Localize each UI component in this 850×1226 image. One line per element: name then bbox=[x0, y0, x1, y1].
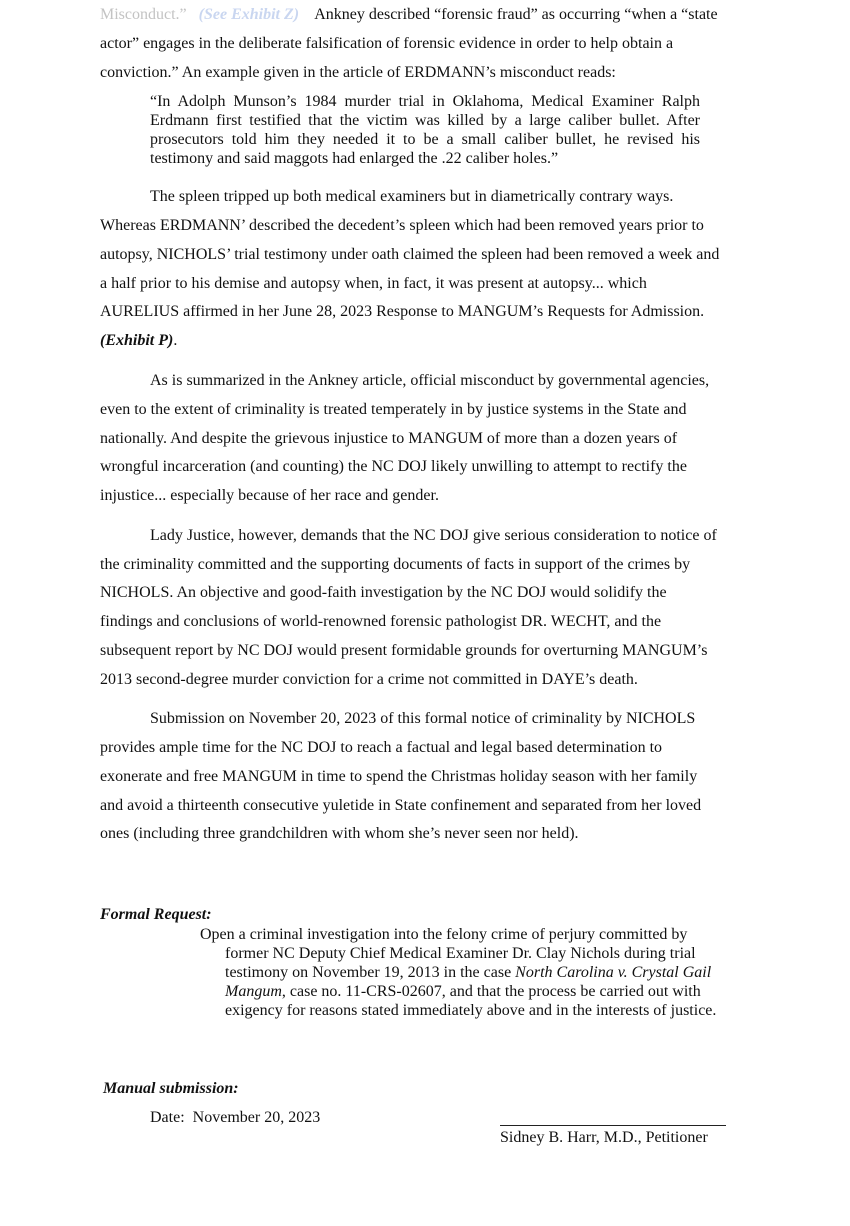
paragraph-line: findings and conclusions of world-renowned forensic pathologist DR. WECHT, and the bbox=[100, 613, 662, 630]
request-text: , case no. 11-CRS-02607, and that the process be carried out with bbox=[281, 983, 701, 1000]
quote-line: Erdmann first testified that the victim was killed by a large caliber bullet. After bbox=[150, 112, 700, 129]
paragraph-line: even to the extent of criminality is treated temperately in by justice systems in the State and bbox=[100, 401, 687, 418]
exhibit-p-line bbox=[100, 331, 177, 351]
case-name: Mangum bbox=[225, 983, 282, 1000]
request-line bbox=[225, 982, 701, 1001]
intro-line-1 bbox=[100, 5, 718, 25]
paragraph-line: exonerate and free MANGUM in time to spend the Christmas holiday season with her family bbox=[100, 768, 698, 785]
faded-text: Misconduct.” bbox=[100, 6, 187, 23]
signature-name: Sidney B. Harr, M.D., Petitioner bbox=[500, 1129, 708, 1146]
paragraph-line: NICHOLS. An objective and good-faith investigation by the NC DOJ would solidify the bbox=[100, 584, 667, 601]
paragraph-line: a half prior to his demise and autopsy when, in fact, it was present at autopsy... which bbox=[100, 275, 647, 292]
date-value: November 20, 2023 bbox=[192, 1109, 321, 1126]
paragraph-line: autopsy, NICHOLS’ trial testimony under oath claimed the spleen had been removed a week and bbox=[100, 246, 720, 263]
intro-line-3: conviction.” An example given in the article of ERDMANN’s misconduct reads: bbox=[100, 64, 616, 81]
date-line bbox=[150, 1108, 320, 1127]
paragraph-line: Whereas ERDMANN’ described the decedent’s spleen which had been removed years prior to bbox=[100, 217, 704, 234]
manual-submission-heading: Manual submission: bbox=[103, 1080, 239, 1097]
request-line: former NC Deputy Chief Medical Examiner Dr. Clay Nichols during trial bbox=[225, 945, 696, 962]
case-name: North Carolina v. Crystal Gail bbox=[515, 964, 712, 981]
request-line bbox=[225, 963, 711, 982]
request-line: Open a criminal investigation into the felony crime of perjury committed by bbox=[200, 926, 688, 943]
paragraph-line: injustice... especially because of her race and gender. bbox=[100, 487, 439, 504]
signature-line bbox=[500, 1125, 726, 1126]
paragraph-line: 2013 second-degree murder conviction for a crime not committed in DAYE’s death. bbox=[100, 671, 638, 688]
paragraph-line: The spleen tripped up both medical examiners but in diametrically contrary ways. bbox=[150, 188, 674, 205]
paragraph-line: the criminality committed and the supporting documents of facts in support of the crimes by bbox=[100, 556, 691, 573]
paragraph-line: ones (including three grandchildren with whom she’s never seen nor held). bbox=[100, 825, 579, 842]
request-text: testimony on November 19, 2013 in the case bbox=[225, 964, 516, 981]
intro-line-1-rest: Ankney described “forensic fraud” as occurring “when a “state bbox=[314, 6, 718, 23]
quote-line: “In Adolph Munson’s 1984 murder trial in Oklahoma, Medical Examiner Ralph bbox=[150, 93, 700, 110]
paragraph-line: AURELIUS affirmed in her June 28, 2023 Response to MANGUM’s Requests for Admission. bbox=[100, 303, 705, 320]
exhibit-z-link[interactable]: (See Exhibit Z) bbox=[198, 6, 300, 23]
paragraph-line: Lady Justice, however, demands that the NC DOJ give serious consideration to notice of bbox=[150, 527, 717, 544]
paragraph-line: provides ample time for the NC DOJ to reach a factual and legal based determination to bbox=[100, 739, 663, 756]
paragraph-line: As is summarized in the Ankney article, official misconduct by governmental agencies, bbox=[150, 372, 710, 389]
request-line: exigency for reasons stated immediately above and in the interests of justice. bbox=[225, 1002, 717, 1019]
paragraph-line: wrongful incarceration (and counting) the NC DOJ likely unwilling to attempt to rectify the bbox=[100, 458, 687, 475]
quote-line: testimony and said maggots had enlarged the .22 caliber holes.” bbox=[150, 150, 559, 167]
exhibit-p-reference: (Exhibit P) bbox=[100, 332, 174, 349]
paragraph-line: subsequent report by NC DOJ would present formidable grounds for overturning MANGUM’s bbox=[100, 642, 708, 659]
paragraph-line: and avoid a thirteenth consecutive yuletide in State confinement and separated from her loved bbox=[100, 797, 702, 814]
paragraph-line: Submission on November 20, 2023 of this formal notice of criminality by NICHOLS bbox=[150, 710, 696, 727]
intro-line-2: actor” engages in the deliberate falsification of forensic evidence in order to help obtain a bbox=[100, 35, 674, 52]
date-label: Date: bbox=[150, 1109, 185, 1126]
formal-request-heading: Formal Request: bbox=[100, 906, 212, 923]
paragraph-line: nationally. And despite the grievous injustice to MANGUM of more than a dozen years of bbox=[100, 430, 678, 447]
quote-line: prosecutors told him they needed it to be a small caliber bullet, he revised his bbox=[150, 131, 700, 148]
period: . bbox=[173, 332, 178, 349]
